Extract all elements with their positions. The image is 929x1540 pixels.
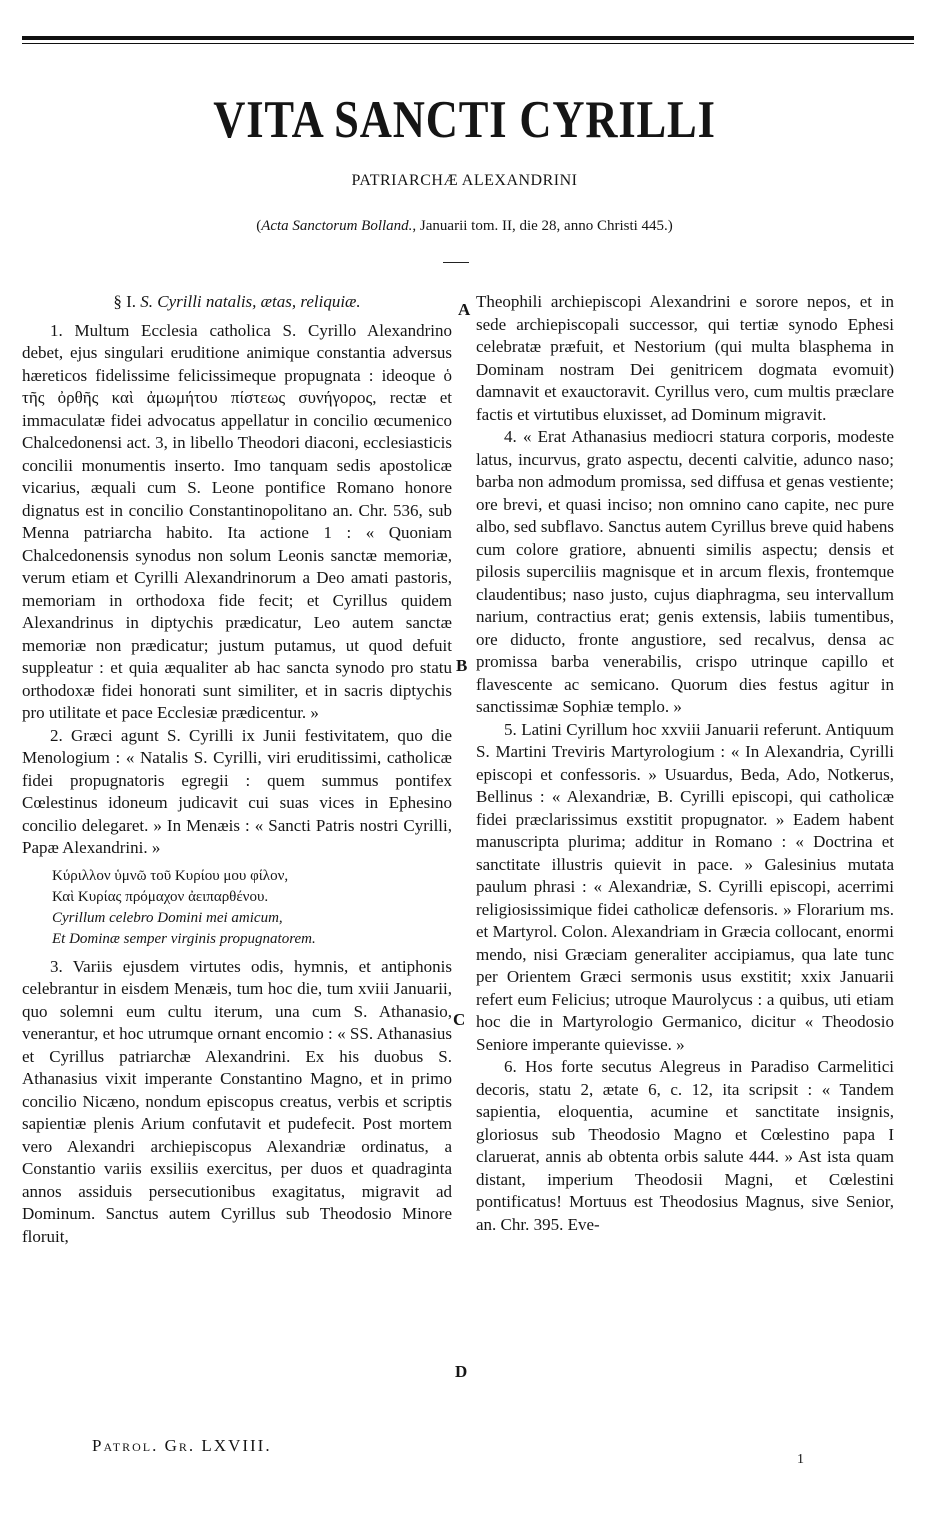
paragraph-2: 2. Græci agunt S. Cyrilli ix Junii festivitatem, quo die Menologium : « Natalis S. Cyrilli, viri eruditissimi, catholicæ fidei propugnatoris egregii : quem summus pontifex Cœlestinus idoneum judicavit cui suas vices in Ephesino concilio delegaret. » In Menæis : « Sancti Patris nostri Cyrilli, Papæ Alexandrini. »: [22, 725, 452, 857]
margin-letter-d: D: [455, 1362, 468, 1381]
left-column: [22, 291, 452, 1248]
paragraph-6: 6. Hos forte secutus Alegreus in Paradiso Carmelitici decoris, statu 2, ætate 6, c. 12, ita scripsit : « Tandem sapientia, eloquentia, acumine et sanctitate insignis, gloriosus sub Theodosio Magno et Cœlestino papa I claruerat, annis ab obtenta orbis salute 444. » Ast ista quam distant, imperium Theodosii Magni, et Cœlestini pontificatus! Mortuus est Theodosius Magnus, sive Senior, an. Chr. 395. Eve-: [476, 1057, 894, 1234]
title-divider: [443, 262, 469, 263]
paragraph-continued: Theophili archiepiscopi Alexandrini e sorore nepos, et in sede archiepiscopali successor, qui tertiæ synodo Ephesi celebratæ præfuit, et Nestorium (qui multa blasphema in Dominam nostram Dei genitricem dogmata evomuit) damnavit et exauctoravit. Cyrillus vero, cum multis præclare factis et virtutibus eluxisset, ad Dominum migravit.: [476, 292, 894, 424]
latin-verse-1: Cyrillum celebro Domini mei amicum,: [52, 909, 283, 926]
section-heading: § I. S. Cyrilli natalis, ætas, reliquiæ.: [113, 292, 361, 311]
paragraph-1: 1. Multum Ecclesia catholica S. Cyrillo Alexandrino debet, ejus singulari eruditione animique constantia adversus hæreticos fidelissime felicissimeque propugnata : ideoque ὁ τῆς ὀρθῆς καὶ ἀμωμήτου πίστεως συνήγορος, rectæ et immaculatæ fidei advocatus appellatur in concilio œcumenico Chalcedonensi act. 3, in libello Theodori diaconi, ecclesiasticis concilii monumentis inserto. Imo tanquam sedis apostolicæ vicarius, æquali cum S. Leone pontifice Romano honore dignatus est in concilio Constantinopolitano an. Chr. 536, sub Menna patriarcha habito. Ita actione 1 : « Quoniam Chalcedonensis synodus non solum Leonis sanctæ memoriæ, verum etiam et Cyrilli Alexandrinorum a Deo amati pastoris, memoriam in orthodoxa fide fecit; et Cyrillus quidem Alexandrinus in diptychis prædicatur, Leo autem sanctæ memoriæ non prædicatur; justum putamus, ut quod defuit suppleatur : et quia æqualiter ab hac sancta synodo pro statu orthodoxæ fidei honorati sunt similiter, et in sacris diptychis pro utilitate et pace Ecclesiæ prædicentur. »: [22, 320, 452, 722]
greek-verse-1: Κύριλλον ὑμνῶ τοῦ Κυρίου μου φίλον,: [52, 867, 289, 884]
paragraph-5: 5. Latini Cyrillum hoc xxviii Januarii referunt. Antiquum S. Martini Treviris Martyrologium : « In Alexandria, Cyrilli episcopi et confessoris. » Usuardus, Beda, Ado, Notkerus, Bellinus : « Alexandriæ, B. Cyrilli episcopi, qui catholicæ fidei præclarissimus exstitit propugnator. » Eadem habent manuscripta plurima; additur in Romano : « Doctrina et sanctitate illustris quievit in pace. » Galesinius mutata paulum phrasi : « Alexandriæ, S. Cyrilli episcopi, acerrimi religiosissimique fidei catholicæ defensoris. » Florarium ms. et Martyrol. Colon. Alexandriam in Græcia collocant, enormi mendo, nisi Græciam generaliter accipiamus, qua late tunc per Orientem Græci sermonis usus exstitit; xxix Januarii refert eum Felicius; utroque Maurolycus : a quibus, uti etiam hoc die in Martyrologio Germanico, dicitur « Theodosio Seniore imperante quievisse. »: [476, 719, 894, 1054]
latin-verse-2: Et Dominæ semper virginis propugnatorem.: [52, 930, 316, 947]
page-title: VITA SANCTI CYRILLI: [213, 91, 716, 149]
margin-letter-c: C: [453, 1010, 466, 1029]
paragraph-4: 4. « Erat Athanasius mediocri statura corporis, modeste latus, incurvus, grato aspectu, decenti calvitie, adunco naso; barba non admodum promissa, sed diffusa et genas vestiente; ore brevi, et quasi inciso; non omnino cano capite, nec pure albo, sed subflavo. Sanctus autem Cyrillus breve quid habens cum colore gratiore, abnuenti similis aspectu; densis et pilosis superciliis magnisque et in arcum flexis, frontemque claudentibus; naso justo, cujus diaphragma, seu intervallum narium, contractius erat; genis extensis, labiis tumentibus, ore diducto, fronte angustiore, sed recalvus, densa ac promissa barba venerabilis, crispo utrinque capillo et flavescente ac semicano. Quorum dies festus agitur in sanctissimæ Sophiæ templo. »: [476, 427, 894, 716]
greek-verse-2: Καὶ Κυρίας πρόμαχον ἀειπαρθένου.: [52, 888, 269, 905]
margin-letter-b: B: [456, 656, 468, 675]
source-rest: , Januarii tom. II, die 28, anno Christi 445.): [412, 218, 673, 234]
source-citation: (Acta Sanctorum Bolland., Januarii tom. II, die 28, anno Christi 445.): [256, 218, 673, 234]
page-number: 1: [797, 1452, 804, 1467]
right-column: [476, 291, 894, 1236]
source-italic: Acta Sanctorum Bolland.: [261, 218, 413, 234]
margin-letter-a: A: [458, 300, 471, 319]
footer-volume: Patrol. Gr. LXVIII.: [92, 1436, 272, 1455]
paragraph-3: 3. Variis ejusdem virtutes odis, hymnis, et antiphonis celebrantur in eisdem Menæis, tum hoc die, tum xviii Januarii, quo solemni eum cultu iterum, una cum S. Athanasio, venerantur, et hoc utrumque ornant encomio : « SS. Athanasius et Cyrillus patriarchæ Alexandrini. Ex his duobus S. Athanasius vixit imperante Constantino Magno, et in primo concilio Nicæno, nondum episcopus creatus, verbis et scriptis sapientiæ plenis Arium confutavit et pudefecit. Post mortem vero Alexandri archiepiscopus Alexandriæ ordinatus, a Constantio variis exsiliis exercitus, per duos et quadraginta annos assiduis persecutionibus exagitatus, migravit ad Dominum. Sanctus autem Cyrillus sub Theodosio Minore floruit,: [22, 956, 452, 1246]
verse-block: [52, 866, 452, 950]
top-thin-rule: [22, 43, 914, 44]
page-subtitle: PATRIARCHÆ ALEXANDRINI: [351, 172, 578, 189]
top-double-rule: [22, 36, 914, 40]
